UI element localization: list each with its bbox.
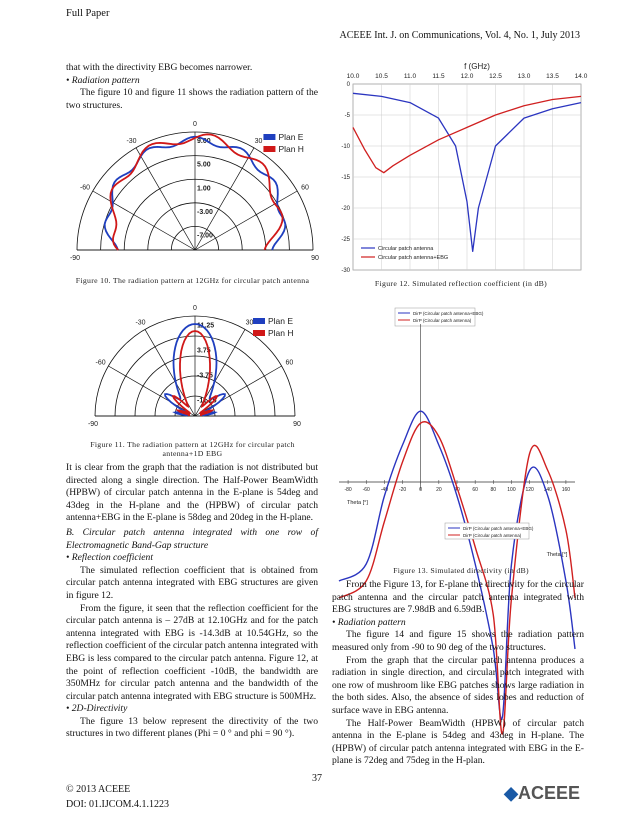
x-tick-label: -40 <box>380 487 389 493</box>
footer-copyright: © 2013 ACEEE <box>66 784 131 795</box>
x-tick-label: 80 <box>490 487 497 493</box>
legend-swatch <box>253 330 265 336</box>
y-tick-label: 0 <box>346 82 350 88</box>
bullet-2d-directivity: • 2D-Directivity <box>66 703 128 715</box>
paragraph: The figure 10 and figure 11 shows the radiation pattern of the two structures. <box>66 87 318 111</box>
polar-angle-label: -90 <box>69 255 81 262</box>
bullet-reflection-coefficient: • Reflection coefficient <box>66 552 153 564</box>
legend-label: Plan H <box>278 144 304 154</box>
polar-angle-label: 90 <box>293 421 301 428</box>
x-tick-label: 10.0 <box>346 73 360 80</box>
legend-swatch <box>263 146 275 152</box>
x-tick-label: -60 <box>362 487 370 493</box>
polar-angle-label: -60 <box>79 184 91 192</box>
x-tick-label: 11.0 <box>403 73 417 80</box>
polar-radial-label: -7.00 <box>197 232 213 240</box>
section-heading-b: B. Circular patch antenna integrated with one row of Electromagnetic Band-Gap structure <box>66 526 318 551</box>
running-header-right: ACEEE Int. J. on Communications, Vol. 4, No. 1, July 2013 <box>339 30 580 41</box>
y-tick-label: -25 <box>341 237 350 243</box>
polar-angle-label: -60 <box>95 359 106 367</box>
polar-angle-label: -30 <box>135 319 146 327</box>
x-tick-label: 10.5 <box>375 73 388 80</box>
polar-spoke <box>93 191 195 250</box>
polar-radial-label: -3.00 <box>197 208 213 216</box>
figure-12-caption: Figure 12. Simulated reflection coefficient (in dB) <box>374 279 548 288</box>
paragraph: The simulated reflection coefficient that is obtained from circular patch antenna integrated with EBG structures are given in figure 12. <box>66 564 318 601</box>
polar-angle-label: 0 <box>193 121 197 128</box>
polar-spoke <box>108 366 195 416</box>
legend-swatch <box>253 318 265 324</box>
x-tick-label: 20 <box>436 487 442 493</box>
paragraph: The Half-Power BeamWidth (HPBW) of circular patch antenna in the E-plane is 54deg and 43deg in H-plane. The (HPBW) of circular patch antenna integrated with EBG in the E-plane is 72deg and 75deg in the H-plan. <box>332 717 584 767</box>
polar-angle-label: 30 <box>254 138 263 146</box>
figure-11-polar-plot <box>70 305 320 436</box>
polar-angle-label: 60 <box>301 184 309 192</box>
polar-radial-label: 3.75 <box>197 347 211 355</box>
bullet-radiation-pattern-2: • Radiation pattern <box>332 616 406 628</box>
x-tick-label: 13.5 <box>546 73 559 80</box>
paragraph: From the graph that the circular patch antenna produces a radiation in single direction, and circular patch integrated with one row of mushroom like EBG patches shows large radiation in the both sides. Also, the absence of sides lobes and reduction of surface wave in EBG antenna. <box>332 654 584 716</box>
x-axis-label-bottom: Theta [°] <box>546 552 568 558</box>
legend-label: Plan E <box>268 316 294 326</box>
y-tick-label: -5 <box>344 113 350 119</box>
x-tick-label: 13.0 <box>517 73 531 80</box>
footer-doi: DOI: 01.IJCOM.4.1.1223 <box>66 799 170 810</box>
figure-13-directivity-plot <box>335 304 587 564</box>
polar-angle-label: 60 <box>285 359 294 367</box>
left-column-bottom <box>66 462 318 741</box>
polar-radial-label: 11.25 <box>197 322 215 330</box>
polar-radial-label: -3.75 <box>197 372 213 380</box>
left-column-top <box>66 62 318 112</box>
figure-11-caption: Figure 11. The radiation pattern at 12GHz for circular patch antenna+1D EBG <box>90 440 295 458</box>
bullet-radiation-pattern: • Radiation pattern <box>66 74 140 86</box>
legend-label: Plan H <box>268 328 294 338</box>
figure-13-caption: Figure 13. Simulated directivity (in dB) <box>393 566 529 575</box>
legend-label: Circular patch antenna <box>378 246 434 252</box>
paragraph: The figure 14 and figure 15 shows the radiation pattern measured only from -90 to 90 deg of the two structures. <box>332 629 584 653</box>
x-tick-label: 160 <box>561 487 571 493</box>
legend-label: DirP (Circular patch antenna) <box>413 318 472 323</box>
legend-swatch <box>263 134 275 140</box>
polar-angle-label: -90 <box>87 421 99 428</box>
y-tick-label: -15 <box>341 175 350 181</box>
legend-label: Circular patch antenna+EBG <box>378 255 449 261</box>
polar-angle-label: 0 <box>193 305 197 312</box>
x-tick-label: 14.0 <box>574 73 588 80</box>
figure-10-caption: Figure 10. The radiation pattern at 12GHz for circular patch antenna <box>75 276 310 285</box>
x-tick-label: -80 <box>344 487 352 493</box>
x-tick-label: 12.0 <box>460 73 474 80</box>
polar-radial-label: 9.00 <box>197 138 211 146</box>
y-tick-label: -20 <box>341 206 350 212</box>
aceee-logo-text: ACEEE <box>517 783 580 803</box>
x-axis-label: Theta [°] <box>347 500 368 506</box>
polar-angle-label: -30 <box>126 138 137 146</box>
x-tick-label: 120 <box>525 487 534 493</box>
x-tick-label: 140 <box>543 487 552 493</box>
paragraph: that with the directivity EBG becomes narrower. <box>66 62 253 73</box>
paragraph: From the Figure 13, for E-plane the directivity for the circular patch antenna and the circular patch antenna integrated with EBG structures are 7.98dB and 6.59dB. <box>332 579 584 616</box>
x-tick-label: 100 <box>507 487 516 493</box>
legend-label: DirP (Circular patch antenna) <box>463 533 522 538</box>
x-tick-label: 0 <box>419 487 423 493</box>
paragraph: From the figure, it seen that the reflection coefficient for the circular patch antenna is – 27dB at 12.10GHz and for the patch antenna integrated with EBG is -14.3dB at 10.54GHz, so the reflection coefficient of the circular patch antenna integrated with EBG is less compared to the circular patch antenna. Figure 12, at the point of reflection coefficient -10dB, the bandwidth are 350MHz for circular patch antenna and the bandwidth of the circular patch antenna integrated with EBG structure is 500MHz. <box>66 602 318 702</box>
right-column-bottom <box>332 579 584 768</box>
x-tick-label: 40 <box>454 487 460 493</box>
polar-radial-label: 1.00 <box>197 185 211 193</box>
x-tick-label: 12.5 <box>489 73 502 80</box>
x-tick-label: 11.5 <box>432 73 445 80</box>
page-number: 37 <box>312 773 322 784</box>
y-tick-label: -10 <box>341 144 350 150</box>
polar-angle-label: 30 <box>245 319 254 327</box>
x-tick-label: -20 <box>398 487 407 493</box>
legend-label: Plan E <box>278 132 304 142</box>
x-axis-label: f (GHz) <box>464 62 490 71</box>
legend-label: DirP (Circular patch antenna+EBG) <box>413 311 484 316</box>
figure-10-polar-plot <box>70 122 320 272</box>
aceee-logo: ◆ACEEE <box>504 783 580 803</box>
figure-12-reflection-plot <box>335 60 588 278</box>
paragraph: The figure 13 below represent the directivity of the two structures in two different planes (Phi = 0 ° and phi = 90 °). <box>66 715 318 740</box>
polar-spoke <box>136 148 195 250</box>
polar-radial-label: 5.00 <box>197 161 211 169</box>
paragraph: It is clear from the graph that the radiation is not distributed but directed along a single direction. The Half-Power BeamWidth (HPBW) of circular patch antenna in the E-plane is 54deg and 43deg in the H-plane and the (HPBW) of circular patch antenna+EBG in the E-plane is 58deg and 20deg in the H-plane. <box>66 462 318 524</box>
running-header-left: Full Paper <box>66 8 110 19</box>
x-tick-label: 60 <box>472 487 478 493</box>
y-tick-label: -30 <box>341 268 350 274</box>
legend-label: DirP (Circular patch antenna+EBG) <box>463 526 534 531</box>
polar-angle-label: 90 <box>311 255 319 262</box>
polar-radial-label: -11.25 <box>197 397 217 405</box>
